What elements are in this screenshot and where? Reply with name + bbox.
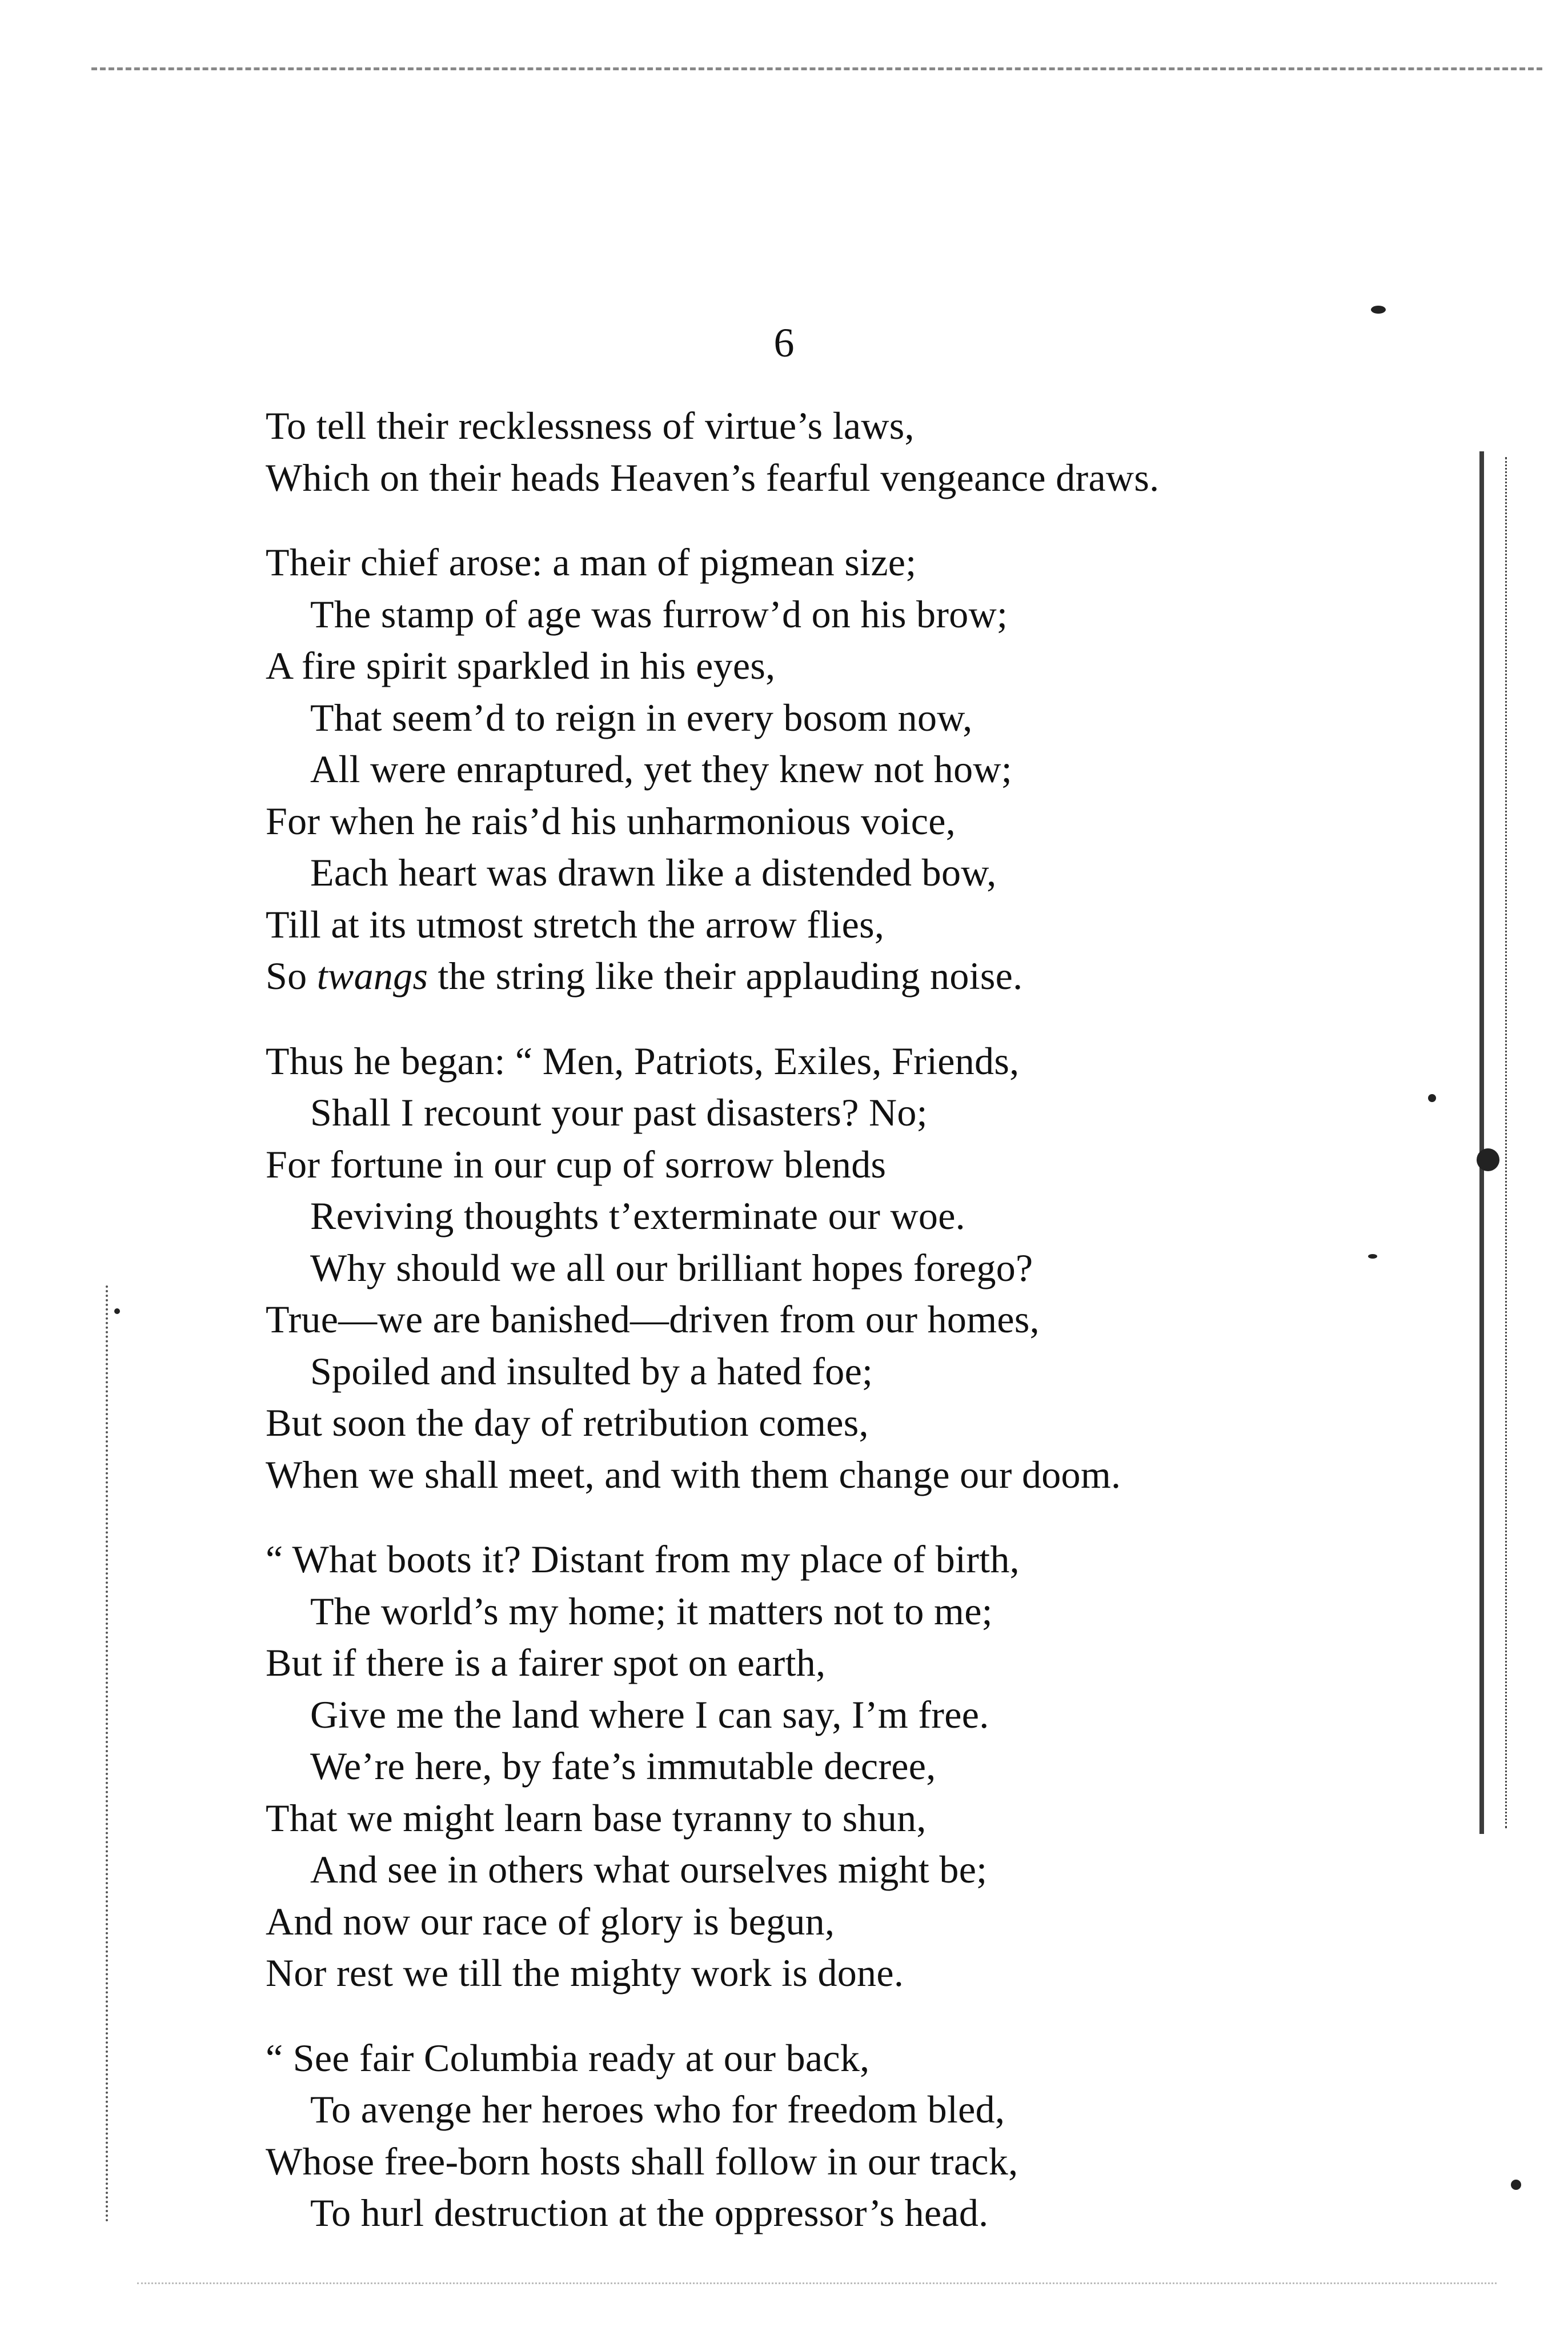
verse-line: To tell their recklessness of virtue’s laws, [266, 404, 915, 447]
ink-blot [1477, 1148, 1499, 1171]
stanza [266, 2032, 1351, 2239]
verse-line: And see in others what ourselves might be; [310, 1848, 988, 1891]
verse-line: Spoiled and insulted by a hated foe; [310, 1349, 873, 1393]
verse-line: That we might learn base tyranny to shun, [266, 1796, 927, 1840]
top-edge-marks [91, 67, 1542, 70]
binding-edge-shadow [1479, 451, 1501, 1834]
verse-line: “ What boots it? Distant from my place of birth, [266, 1537, 1020, 1581]
verse-line: The stamp of age was furrow’d on his brow; [310, 592, 1008, 636]
verse-line: Which on their heads Heaven’s fearful vengeance draws. [266, 455, 1160, 499]
ink-speck [1371, 306, 1386, 314]
verse-line: Till at its utmost stretch the arrow flies, [266, 902, 885, 946]
verse-line: When we shall meet, and with them change our doom. [266, 1452, 1121, 1496]
verse-text: the string like their applauding noise. [428, 954, 1023, 998]
ink-speck [114, 1308, 120, 1314]
verse-line: Give me the land where I can say, I’m free. [310, 1692, 989, 1736]
verse-line: The world’s my home; it matters not to me; [310, 1589, 993, 1633]
binding-edge-specks [1505, 457, 1507, 1828]
verse-line: Why should we all our brilliant hopes forego? [310, 1245, 1033, 1289]
verse-line: That seem’d to reign in every bosom now, [310, 695, 973, 739]
verse-line: And now our race of glory is begun, [266, 1899, 835, 1943]
verse-line: But if there is a fairer spot on earth, [266, 1641, 826, 1684]
verse-line: For when he rais’d his unharmonious voice, [266, 799, 956, 843]
stanza [266, 1035, 1351, 1501]
stanza [266, 536, 1351, 1002]
verse-line: “ See fair Columbia ready at our back, [266, 2036, 870, 2080]
bottom-edge-marks [137, 2282, 1497, 2284]
verse-line: Thus he began: “ Men, Patriots, Exiles, Friends, [266, 1039, 1020, 1083]
verse-italic-word: twangs [316, 954, 428, 998]
verse-text: So [266, 954, 317, 998]
verse-line: All were enraptured, yet they knew not how; [310, 747, 1012, 791]
verse-line: A fire spirit sparkled in his eyes, [266, 644, 776, 687]
verse-line: We’re here, by fate’s immutable decree, [310, 1744, 936, 1788]
verse-line: For fortune in our cup of sorrow blends [266, 1142, 887, 1186]
stanza [266, 400, 1351, 503]
stanza [266, 1533, 1351, 1999]
verse-line: Their chief arose: a man of pigmean size; [266, 540, 917, 584]
verse-line: Whose free-born hosts shall follow in our track, [266, 2139, 1018, 2183]
verse-line: Nor rest we till the mighty work is done. [266, 1951, 904, 1994]
ink-speck [1428, 1094, 1436, 1102]
verse-line: To avenge her heroes who for freedom bled, [310, 2088, 1005, 2131]
left-margin-specks [106, 1285, 108, 2222]
verse-line: But soon the day of retribution comes, [266, 1401, 869, 1444]
verse-line [266, 950, 1351, 1002]
verse-line: To hurl destruction at the oppressor’s head. [310, 2191, 989, 2234]
ink-speck [1368, 1254, 1377, 1259]
page-number: 6 [773, 320, 795, 366]
verse-line: Each heart was drawn like a distended bow, [310, 851, 997, 894]
verse-line: True—we are banished—driven from our homes, [266, 1297, 1040, 1341]
ink-speck [1511, 2180, 1521, 2190]
poem-text [266, 400, 1351, 2272]
verse-line: Reviving thoughts t’exterminate our woe. [310, 1194, 965, 1237]
verse-line: Shall I recount your past disasters? No; [310, 1091, 928, 1134]
